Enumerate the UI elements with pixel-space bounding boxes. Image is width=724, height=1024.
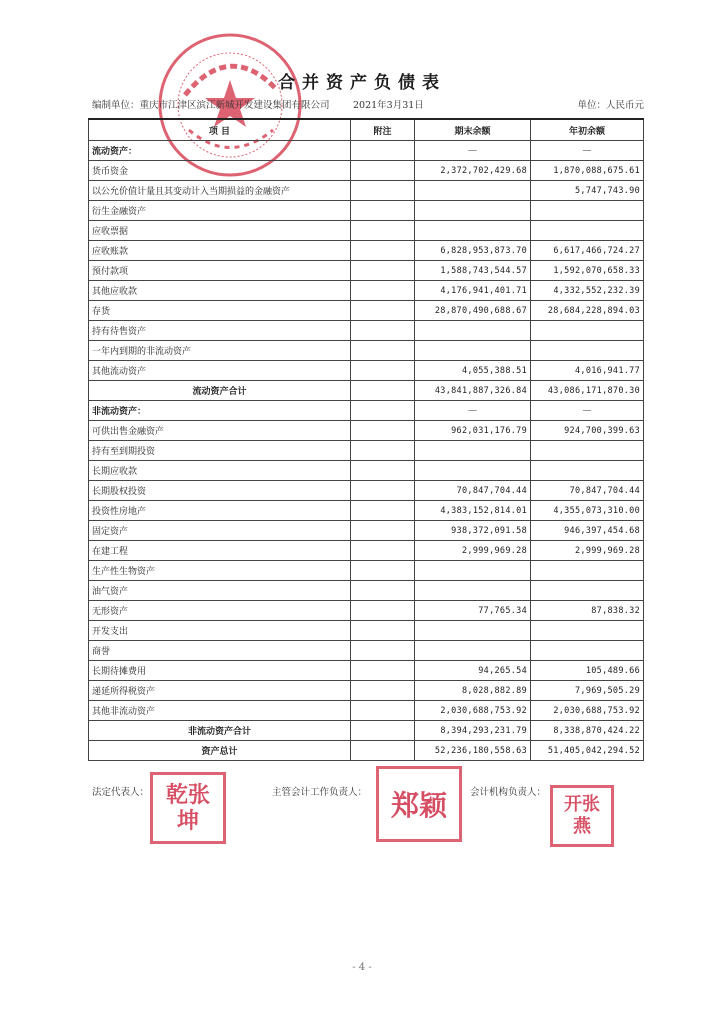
- row-note: [351, 161, 415, 181]
- row-note: [351, 721, 415, 741]
- row-begin-balance: [531, 581, 644, 601]
- row-label: 应收账款: [89, 241, 351, 261]
- header-note: 附注: [351, 119, 415, 141]
- row-end-balance: [415, 641, 531, 661]
- row-label: 在建工程: [89, 541, 351, 561]
- row-begin-balance: 51,405,042,294.52: [531, 741, 644, 761]
- row-note: [351, 361, 415, 381]
- row-label: 一年内到期的非流动资产: [89, 341, 351, 361]
- row-end-balance: 70,847,704.44: [415, 481, 531, 501]
- row-begin-balance: 4,355,073,310.00: [531, 501, 644, 521]
- table-row: [89, 561, 644, 581]
- table-row: [89, 221, 644, 241]
- row-label: 流动资产合计: [89, 381, 351, 401]
- row-note: [351, 321, 415, 341]
- table-row: [89, 661, 644, 681]
- row-note: [351, 201, 415, 221]
- table-row: [89, 241, 644, 261]
- row-begin-balance: 8,338,870,424.22: [531, 721, 644, 741]
- row-end-balance: [415, 621, 531, 641]
- row-begin-balance: 946,397,454.68: [531, 521, 644, 541]
- table-row: [89, 441, 644, 461]
- row-begin-balance: 105,489.66: [531, 661, 644, 681]
- row-note: [351, 581, 415, 601]
- balance-sheet-table: [88, 118, 644, 761]
- row-begin-balance: 2,999,969.28: [531, 541, 644, 561]
- row-note: [351, 141, 415, 161]
- row-label: 衍生金融资产: [89, 201, 351, 221]
- row-note: [351, 441, 415, 461]
- row-end-balance: 28,870,490,688.67: [415, 301, 531, 321]
- row-end-balance: —: [415, 401, 531, 421]
- row-note: [351, 241, 415, 261]
- row-note: [351, 681, 415, 701]
- row-note: [351, 521, 415, 541]
- row-label: 应收票据: [89, 221, 351, 241]
- report-date: 2021年3月31日: [353, 100, 424, 111]
- table-row: [89, 501, 644, 521]
- accounting-head-label: 主管会计工作负责人：: [272, 787, 368, 798]
- table-header-row: [89, 119, 644, 141]
- row-end-balance: [415, 561, 531, 581]
- header-item: 项 目: [89, 119, 351, 141]
- table-row: [89, 601, 644, 621]
- row-begin-balance: [531, 341, 644, 361]
- row-end-balance: 938,372,091.58: [415, 521, 531, 541]
- row-begin-balance: [531, 461, 644, 481]
- row-label: 长期应收款: [89, 461, 351, 481]
- row-begin-balance: —: [531, 141, 644, 161]
- row-label: 生产性生物资产: [89, 561, 351, 581]
- table-row: [89, 581, 644, 601]
- row-end-balance: [415, 321, 531, 341]
- row-label: 持有待售资产: [89, 321, 351, 341]
- row-label: 无形资产: [89, 601, 351, 621]
- table-row: [89, 721, 644, 741]
- row-note: [351, 481, 415, 501]
- row-begin-balance: 6,617,466,724.27: [531, 241, 644, 261]
- row-end-balance: [415, 221, 531, 241]
- row-end-balance: [415, 461, 531, 481]
- header-begin-balance: 年初余额: [531, 119, 644, 141]
- stamp-accounting-org: 开张燕: [550, 785, 614, 847]
- row-end-balance: 4,176,941,401.71: [415, 281, 531, 301]
- row-begin-balance: 1,870,088,675.61: [531, 161, 644, 181]
- row-label: 固定资产: [89, 521, 351, 541]
- row-note: [351, 661, 415, 681]
- table-row: [89, 341, 644, 361]
- row-note: [351, 301, 415, 321]
- row-begin-balance: 924,700,399.63: [531, 421, 644, 441]
- page-number: - 4 -: [352, 962, 372, 973]
- accounting-org-label: 会计机构负责人：: [470, 787, 547, 798]
- table-row: [89, 281, 644, 301]
- table-row: [89, 681, 644, 701]
- row-label: 递延所得税资产: [89, 681, 351, 701]
- table-row: [89, 741, 644, 761]
- row-label: 商誉: [89, 641, 351, 661]
- row-note: [351, 621, 415, 641]
- row-end-balance: 43,841,887,326.84: [415, 381, 531, 401]
- row-end-balance: 2,372,702,429.68: [415, 161, 531, 181]
- page-title: 合并资产负债表: [278, 73, 446, 93]
- row-label: 资产总计: [89, 741, 351, 761]
- row-begin-balance: 87,838.32: [531, 601, 644, 621]
- table-row: [89, 361, 644, 381]
- table-row: [89, 261, 644, 281]
- row-label: 其他流动资产: [89, 361, 351, 381]
- row-label: 非流动资产合计: [89, 721, 351, 741]
- table-row: [89, 161, 644, 181]
- row-end-balance: 962,031,176.79: [415, 421, 531, 441]
- row-begin-balance: [531, 621, 644, 641]
- row-end-balance: 8,394,293,231.79: [415, 721, 531, 741]
- row-note: [351, 221, 415, 241]
- row-begin-balance: 4,332,552,232.39: [531, 281, 644, 301]
- row-end-balance: 2,999,969.28: [415, 541, 531, 561]
- row-label: 预付款项: [89, 261, 351, 281]
- row-end-balance: 77,765.34: [415, 601, 531, 621]
- row-note: [351, 401, 415, 421]
- row-end-balance: 4,055,388.51: [415, 361, 531, 381]
- table-row: [89, 541, 644, 561]
- row-end-balance: 6,828,953,873.70: [415, 241, 531, 261]
- row-end-balance: [415, 341, 531, 361]
- row-note: [351, 381, 415, 401]
- table-row: [89, 461, 644, 481]
- row-label: 货币资金: [89, 161, 351, 181]
- row-begin-balance: 7,969,505.29: [531, 681, 644, 701]
- currency-unit: 单位：人民币元: [577, 100, 644, 111]
- table-row: [89, 421, 644, 441]
- header-end-balance: 期末余额: [415, 119, 531, 141]
- row-begin-balance: 2,030,688,753.92: [531, 701, 644, 721]
- row-note: [351, 421, 415, 441]
- row-label: 流动资产：: [89, 141, 351, 161]
- row-begin-balance: 1,592,070,658.33: [531, 261, 644, 281]
- row-note: [351, 541, 415, 561]
- row-label: 持有至到期投资: [89, 441, 351, 461]
- row-note: [351, 741, 415, 761]
- row-note: [351, 461, 415, 481]
- row-begin-balance: [531, 221, 644, 241]
- row-label: 长期股权投资: [89, 481, 351, 501]
- row-begin-balance: [531, 321, 644, 341]
- row-end-balance: 2,030,688,753.92: [415, 701, 531, 721]
- row-end-balance: [415, 181, 531, 201]
- row-label: 以公允价值计量且其变动计入当期损益的金融资产: [89, 181, 351, 201]
- table-row: [89, 181, 644, 201]
- row-note: [351, 601, 415, 621]
- row-begin-balance: 43,086,171,870.30: [531, 381, 644, 401]
- table-row: [89, 641, 644, 661]
- row-end-balance: —: [415, 141, 531, 161]
- row-note: [351, 181, 415, 201]
- row-note: [351, 641, 415, 661]
- row-label: 可供出售金融资产: [89, 421, 351, 441]
- row-label: 油气资产: [89, 581, 351, 601]
- report-meta: [92, 97, 644, 113]
- table-row: [89, 301, 644, 321]
- row-label: 非流动资产：: [89, 401, 351, 421]
- row-begin-balance: 4,016,941.77: [531, 361, 644, 381]
- row-begin-balance: [531, 641, 644, 661]
- row-note: [351, 281, 415, 301]
- row-end-balance: 52,236,180,558.63: [415, 741, 531, 761]
- row-begin-balance: [531, 201, 644, 221]
- row-begin-balance: 28,684,228,894.03: [531, 301, 644, 321]
- row-end-balance: 4,383,152,814.01: [415, 501, 531, 521]
- table-row: [89, 381, 644, 401]
- table-row: [89, 141, 644, 161]
- row-end-balance: 8,028,882.89: [415, 681, 531, 701]
- row-label: 开发支出: [89, 621, 351, 641]
- row-end-balance: 1,588,743,544.57: [415, 261, 531, 281]
- row-note: [351, 341, 415, 361]
- row-note: [351, 701, 415, 721]
- table-row: [89, 481, 644, 501]
- table-row: [89, 521, 644, 541]
- stamp-accounting-head: 郑颖: [376, 766, 462, 842]
- row-begin-balance: [531, 561, 644, 581]
- row-begin-balance: —: [531, 401, 644, 421]
- row-begin-balance: [531, 441, 644, 461]
- row-label: 其他应收款: [89, 281, 351, 301]
- table-row: [89, 621, 644, 641]
- row-begin-balance: 70,847,704.44: [531, 481, 644, 501]
- row-label: 长期待摊费用: [89, 661, 351, 681]
- row-note: [351, 261, 415, 281]
- row-label: 投资性房地产: [89, 501, 351, 521]
- row-end-balance: [415, 441, 531, 461]
- row-label: 其他非流动资产: [89, 701, 351, 721]
- row-begin-balance: 5,747,743.90: [531, 181, 644, 201]
- table-row: [89, 321, 644, 341]
- row-end-balance: [415, 201, 531, 221]
- row-end-balance: [415, 581, 531, 601]
- table-row: [89, 201, 644, 221]
- stamp-legal-representative: 乾张坤: [150, 772, 226, 844]
- table-row: [89, 701, 644, 721]
- row-note: [351, 501, 415, 521]
- legal-representative-label: 法定代表人：: [92, 787, 150, 798]
- row-note: [351, 561, 415, 581]
- row-label: 存货: [89, 301, 351, 321]
- table-row: [89, 401, 644, 421]
- row-end-balance: 94,265.54: [415, 661, 531, 681]
- company-name: 编制单位：重庆市江津区滨江新城开发建设集团有限公司: [92, 100, 330, 111]
